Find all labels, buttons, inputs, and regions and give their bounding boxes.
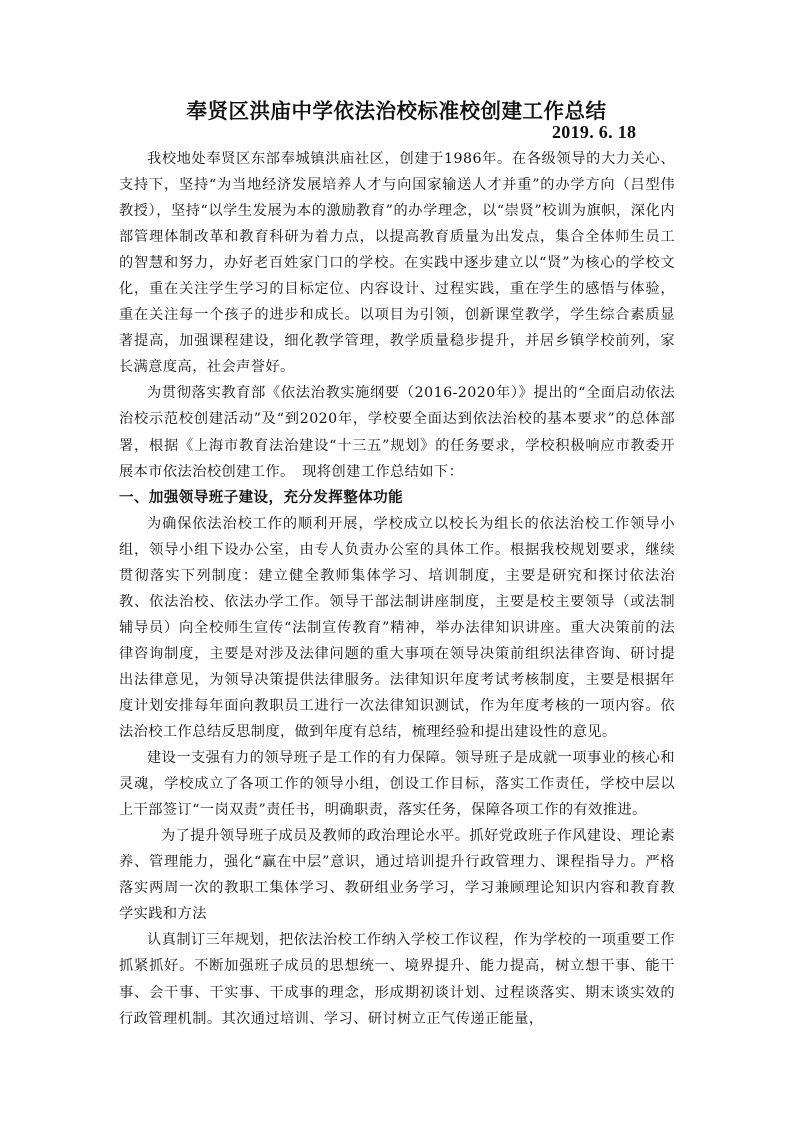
section-heading-1: 一、加强领导班子建设，充分发挥整体功能 [119,488,404,506]
document-title: 奉贤区洪庙中学依法治校标准校创建工作总结 [186,99,607,123]
paragraph-leadership-system: 为确保依法治校工作的顺利开展，学校成立以校长为组长的依法治校工作领导小组，领导小组下设办公室，由专人负责办公室的具体工作。根据我校规划要求，继续贯彻落实下列制度：建立健全教师集体学习、培训制度，主要是研究和探讨依法治教、依法治校、依法办学工作。领导干部法制讲座制度，主要是校主要领导（或法制辅导员）向全校师生宣传“法制宣传教育”精神，举办法律知识讲座。重大决策前的法律咨询制度，主要是对涉及法律问题的重大事项在领导决策前组织法律咨询、研讨提出法律意见，为领导决策提供法律服务。法律知识年度考试考核制度，主要是根据年度计划安排每年面向教职员工进行一次法律知识测试，作为年度考核的一项内容。依法治校工作总结反思制度，做到年度有总结，梳理经验和提出建设性的意见。 [119,515,675,741]
paragraph-political-theory: 为了提升领导班子成员及教师的政治理论水平。抓好党政班子作风建设、理论素养、管理能力，强化“赢在中层”意识，通过培训提升行政管理力、课程指导力。严格落实两周一次的教职工集体学习、教研组业务学习，学习兼顾理论知识内容和教育教学实践和方法 [119,828,675,923]
paragraph-leadership-team: 建设一支强有力的领导班子是工作的有力保障。领导班子是成就一项事业的核心和灵魂，学校成立了各项工作的领导小组，创设工作目标，落实工作责任，学校中层以上干部签订“一岗双责”责任书，明确职责，落实任务，保障各项工作的有效推进。 [119,750,675,819]
paragraph-three-year-plan: 认真制订三年规划，把依法治校工作纳入学校工作议程，作为学校的一项重要工作抓紧抓好。不断加强班子成员的思想统一、境界提升、能力提高，树立想干事、能干事、会干事、干实事、干成事的理念，形成期初谈计划、过程谈落实、期末谈实效的行政管理机制。其次通过培训、学习、研讨树立正气传递正能量， [119,932,675,1027]
document-date: 2019. 6. 18 [552,122,637,142]
document-body [119,146,675,1032]
paragraph-intro: 我校地处奉贤区东部奉城镇洪庙社区，创建于1986年。在各级领导的大力关心、支持下，坚持“为当地经济发展培养人才与向国家输送人才并重”的办学方向（吕型伟教授），坚持“以学生发展为本的激励教育”的办学理念，以“崇贤”校训为旗帜，深化内部管理体制改革和教育科研为着力点，以提高教育质量为出发点，集合全体师生员工的智慧和努力，办好老百姓家门口的学校。在实践中逐步建立以“贤”为核心的学校文化，重在关注学生学习的目标定位、内容设计、过程实践，重在学生的感悟与体验，重在关注每一个孩子的进步和成长。以项目为引领，创新课堂教学，学生综合素质显著提高，加强课程建设，细化教学管理，教学质量稳步提升，并居乡镇学校前列，家长满意度高，社会声誉好。 [119,151,675,376]
paragraph-purpose: 为贯彻落实教育部《依法治教实施纲要（2016-2020年）》提出的“全面启动依法治校示范校创建活动”及“到2020年，学校要全面达到依法治校的基本要求”的总体部署，根据《上海市教育法治建设“十三五”规划》的任务要求，学校积极响应市教委开展本市依法治校创建工作。 现将创建工作总结如下： [119,385,675,480]
